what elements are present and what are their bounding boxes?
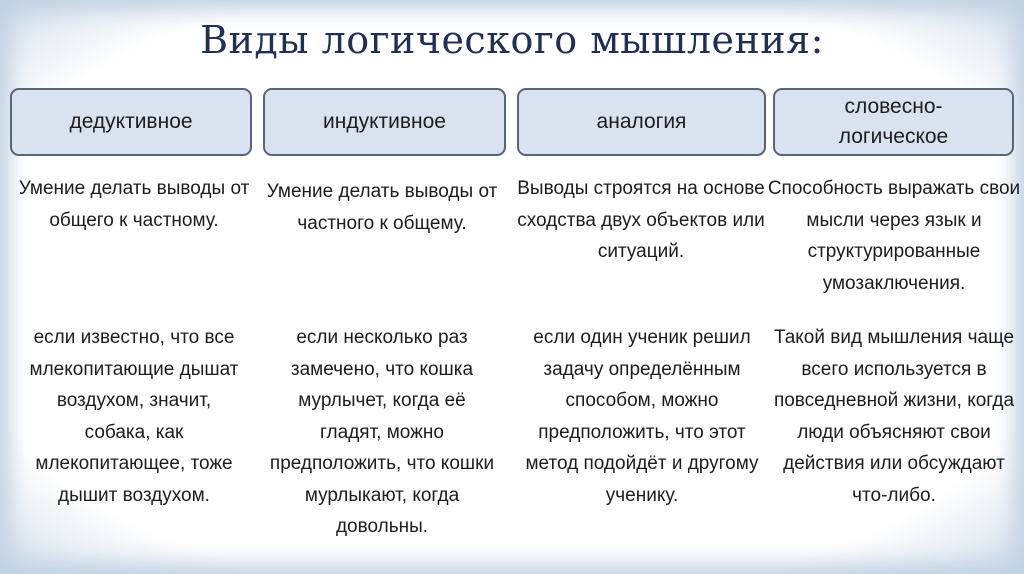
definition-verbal-logical: Способность выражать свои мысли через язык и структурированные умозаключения. bbox=[767, 178, 1021, 294]
slide-title: Виды логического мышления: bbox=[200, 18, 824, 62]
category-box-analogy bbox=[517, 88, 766, 156]
example-deductive: если известно, что все млекопитающие дышат воздухом, значит, собака, как млекопитающее, тоже дышит воздухом. bbox=[29, 327, 239, 506]
category-box-deductive bbox=[10, 88, 252, 156]
category-label: аналогия bbox=[596, 110, 687, 133]
definition-analogy: Выводы строятся на основе сходства двух объектов или ситуаций. bbox=[517, 178, 765, 262]
category-box-inductive bbox=[263, 88, 506, 156]
category-label: словесно-логическое bbox=[838, 95, 949, 148]
category-label: дедуктивное bbox=[69, 110, 193, 133]
category-label: индуктивное bbox=[323, 110, 446, 133]
example-verbal-logical: Такой вид мышления чаще всего используется в повседневной жизни, когда люди объясняют свои действия или обсуждают что-либо. bbox=[773, 327, 1015, 506]
example-inductive: если несколько раз замечено, что кошка мурлычет, когда её гладят, можно предположить, что кошки мурлыкают, когда довольны. bbox=[269, 327, 495, 537]
category-box-verbal-logical bbox=[773, 88, 1014, 156]
example-analogy: если один ученик решил задачу определённым способом, можно предположить, что этот метод подойдёт и другому ученику. bbox=[525, 327, 759, 506]
definition-deductive: Умение делать выводы от общего к частному. bbox=[18, 178, 250, 231]
definition-inductive: Умение делать выводы от частного к общему. bbox=[266, 181, 498, 234]
